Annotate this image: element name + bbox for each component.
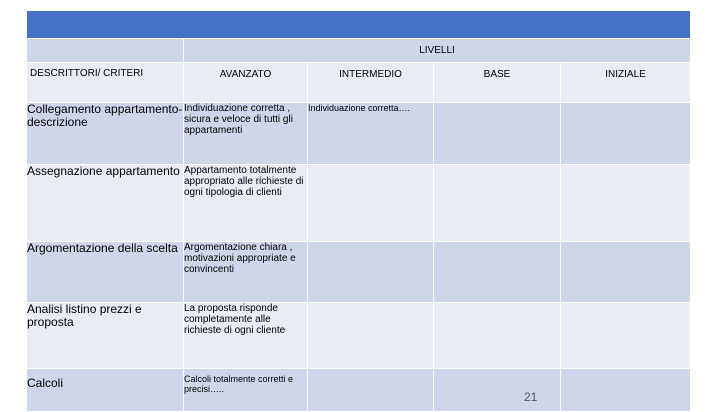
intermedio-cell bbox=[308, 303, 434, 369]
page-number: 21 bbox=[524, 390, 538, 404]
criterion-cell: Argomentazione della scelta bbox=[27, 242, 184, 303]
table-row bbox=[27, 369, 691, 412]
table-row bbox=[27, 242, 691, 303]
iniziale-cell bbox=[561, 103, 691, 165]
iniziale-cell bbox=[561, 303, 691, 369]
rubric-table bbox=[26, 10, 691, 412]
iniziale-cell bbox=[561, 242, 691, 303]
criterion-cell: Analisi listino prezzi e proposta bbox=[27, 303, 184, 369]
levels-spacer-cell bbox=[27, 39, 184, 63]
intermedio-cell bbox=[308, 369, 434, 412]
avanzato-cell: Argomentazione chiara , motivazioni appropriate e convincenti bbox=[184, 242, 308, 303]
intermedio-cell: Individuazione corretta…. bbox=[308, 103, 434, 165]
table-title-bar bbox=[27, 11, 691, 39]
criterion-cell: Assegnazione appartamento bbox=[27, 165, 184, 242]
base-cell bbox=[434, 103, 561, 165]
base-cell bbox=[434, 369, 561, 412]
levels-header-row bbox=[27, 39, 691, 63]
column-header-row bbox=[27, 63, 691, 103]
avanzato-cell: Individuazione corretta , sicura e veloce di tutti gli appartamenti bbox=[184, 103, 308, 165]
level-header-iniziale: INIZIALE bbox=[561, 63, 691, 103]
level-header-avanzato: AVANZATO bbox=[184, 63, 308, 103]
criteria-header: DESCRITTORI/ CRITERI bbox=[27, 63, 184, 103]
avanzato-cell: Calcoli totalmente corretti e precisi….. bbox=[184, 369, 308, 412]
level-header-base: BASE bbox=[434, 63, 561, 103]
title-bar-cell bbox=[27, 11, 691, 39]
base-cell bbox=[434, 242, 561, 303]
table-row bbox=[27, 303, 691, 369]
criterion-cell: Collegamento appartamento-descrizione bbox=[27, 103, 184, 165]
criterion-cell: Calcoli bbox=[27, 369, 184, 412]
base-cell bbox=[434, 303, 561, 369]
levels-label: LIVELLI bbox=[184, 39, 691, 63]
table-row bbox=[27, 165, 691, 242]
avanzato-cell: La proposta risponde completamente alle richieste di ogni cliente bbox=[184, 303, 308, 369]
level-header-intermedio: INTERMEDIO bbox=[308, 63, 434, 103]
intermedio-cell bbox=[308, 165, 434, 242]
iniziale-cell bbox=[561, 369, 691, 412]
avanzato-cell: Appartamento totalmente appropriato alle richieste di ogni tipologia di clienti bbox=[184, 165, 308, 242]
iniziale-cell bbox=[561, 165, 691, 242]
table-row bbox=[27, 103, 691, 165]
intermedio-cell bbox=[308, 242, 434, 303]
base-cell bbox=[434, 165, 561, 242]
